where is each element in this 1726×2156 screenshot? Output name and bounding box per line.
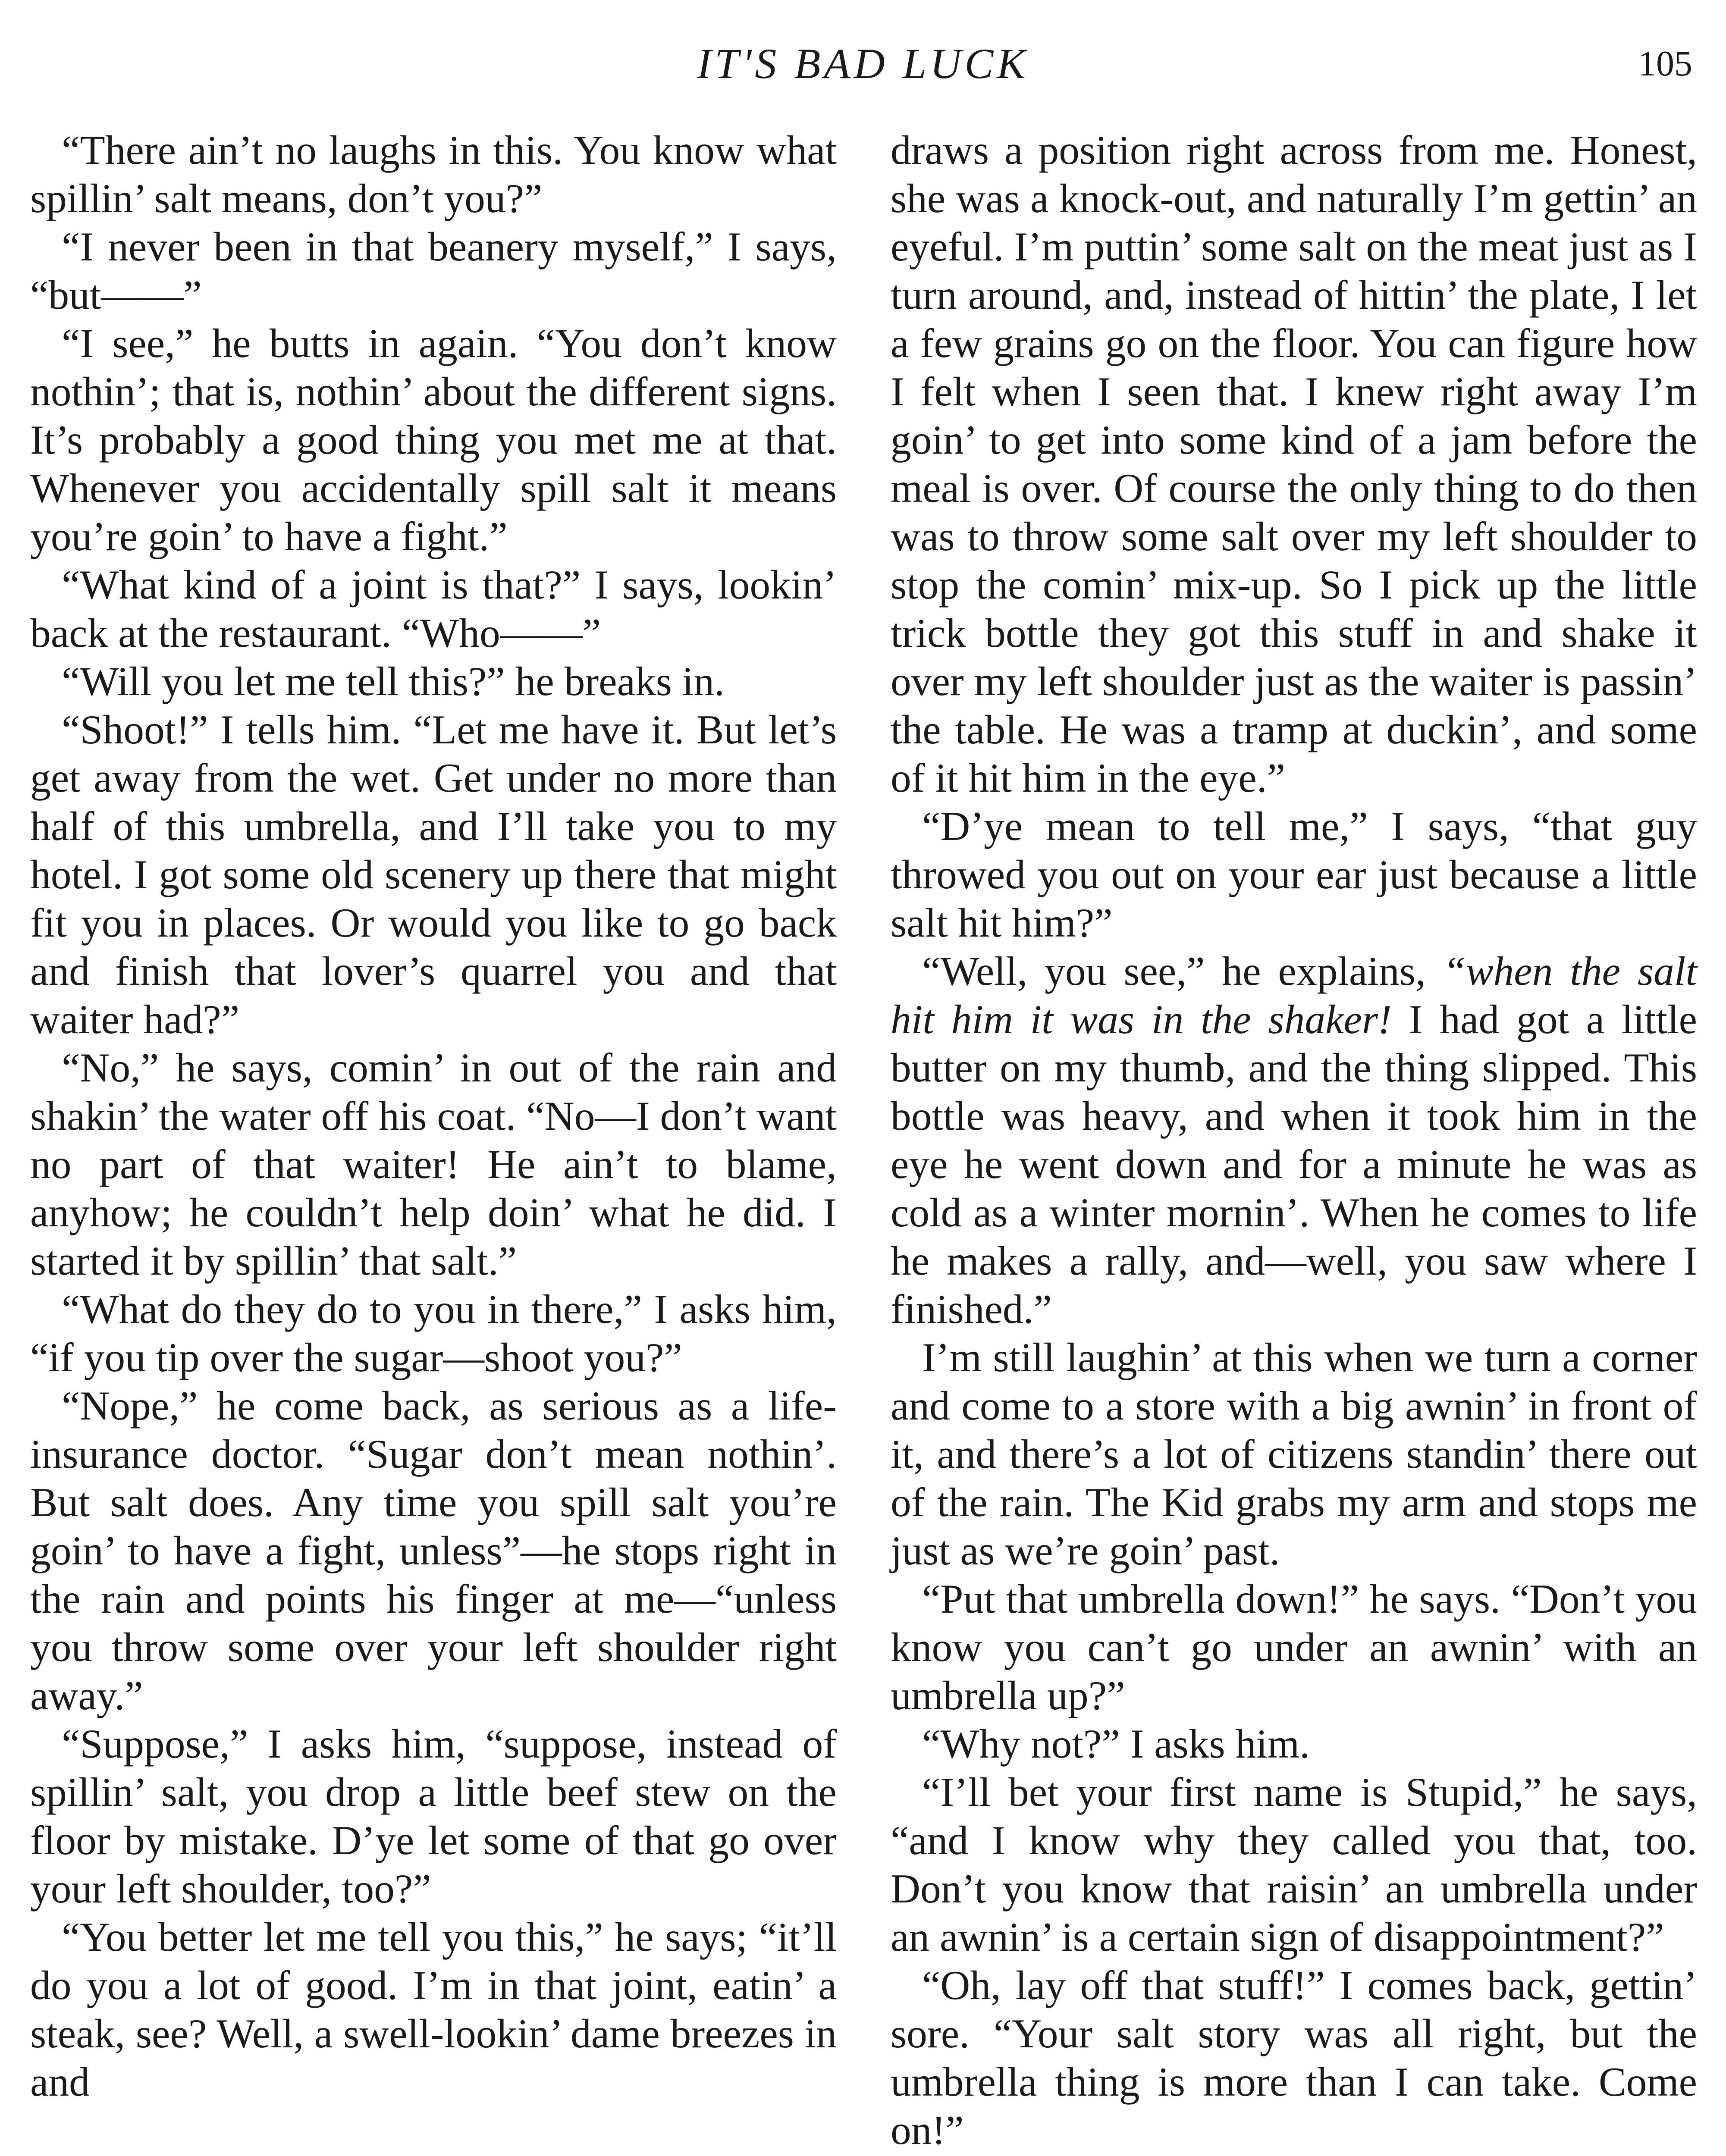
paragraph: “D’ye mean to tell me,” I says, “that guy throwed you out on your ear just because a little salt hit him?” <box>891 803 1697 946</box>
paragraph: “There ain’t no laughs in this. You know what spillin’ salt means, don’t you?” <box>30 127 837 221</box>
paragraph: “What kind of a joint is that?” I says, lookin’ back at the restaurant. “Who——” <box>30 562 837 656</box>
paragraph <box>891 2154 1697 2156</box>
paragraph <box>891 947 1697 1333</box>
italic-text-run: “when the salt hit him it was in the shaker! <box>891 948 1697 1042</box>
text-run: “Well, you see,” he explains, <box>922 948 1443 994</box>
paragraph-continued: draws a position right across from me. Honest, she was a knock-out, and naturally I’m gettin’ an eyeful. I’m puttin’ some salt on the meat just as I turn around, and, instead of hittin’ the plate, I let a few grains go on the floor. You can figure how I felt when I seen that. I knew right away I’m goin’ to get into some kind of a jam before the meal is over. Of course the only thing to do then was to throw some salt over my left shoulder to stop the comin’ mix-up. So I pick up the little trick bottle they got this stuff in and shake it over my left shoulder just as the waiter is passin’ the table. He was a tramp at duckin’, and some of it hit him in the eye.” <box>891 127 1697 801</box>
right-column <box>891 126 1697 2156</box>
paragraph: “Will you let me tell this?” he breaks in. <box>62 658 725 704</box>
paragraph: “Oh, lay off that stuff!” I comes back, gettin’ sore. “Your salt story was all right, but the umbrella thing is more than I can take. Come on!” <box>891 1962 1697 2153</box>
paragraph: “Why not?” I asks him. <box>922 1721 1310 1767</box>
paragraph: “I see,” he butts in again. “You don’t know nothin’; that is, nothin’ about the different signs. It’s probably a good thing you met me at that. Whenever you accidentally spill salt it means you’re goin’ to have a fight.” <box>30 320 837 559</box>
paragraph: “Put that umbrella down!” he says. “Don’t you know you can’t go under an awnin’ with an umbrella up?” <box>891 1576 1697 1718</box>
paragraph: “No,” he says, comin’ in out of the rain and shakin’ the water off his coat. “No—I don’t want no part of that waiter! He ain’t to blame, anyhow; he couldn’t help doin’ what he did. I started it by spillin’ that salt.” <box>30 1045 837 1284</box>
paragraph: “Suppose,” I asks him, “suppose, instead of spillin’ salt, you drop a little beef stew on the floor by mistake. D’ye let some of that go over your left shoulder, too?” <box>30 1721 837 1912</box>
running-head <box>0 34 1726 94</box>
paragraph: “I never been in that beanery myself,” I says, “but——” <box>30 224 837 318</box>
left-column <box>30 126 837 2106</box>
paragraph: I’m still laughin’ at this when we turn a corner and come to a store with a big awnin’ in front of it, and there’s a lot of citizens standin’ there out of the rain. The Kid grabs my arm and stops me just as we’re goin’ past. <box>891 1335 1697 1573</box>
paragraph: “Shoot!” I tells him. “Let me have it. But let’s get away from the wet. Get under no more than half of this umbrella, and I’ll take you to my hotel. I got some old scenery up there that might fit you in places. Or would you like to go back and finish that lover’s quarrel you and that waiter had?” <box>30 707 837 1042</box>
text-run: I had got a little butter on my thumb, and the thing slipped. This bottle was heavy, and when it took him in the eye he went down and for a minute he was as cold as a winter mornin’. When he comes to life he makes a rally, and—well, you saw where I finished.” <box>891 997 1698 1332</box>
running-title: IT'S BAD LUCK <box>697 40 1029 88</box>
paragraph: “You better let me tell you this,” he says; “it’ll do you a lot of good. I’m in that joint, eatin’ a steak, see? Well, a swell-lookin’ dame breezes in and <box>30 1914 837 2105</box>
page-number: 105 <box>1638 44 1692 84</box>
paragraph: “Nope,” he come back, as serious as a life-insurance doctor. “Sugar don’t mean nothin’. But salt does. Any time you spill salt you’re goin’ to have a fight, unless”—he stops right in the rain and points his finger at me—“unless you throw some over your left shoulder right away.” <box>30 1383 837 1718</box>
paragraph: “What do they do to you in there,” I asks him, “if you tip over the sugar—shoot you?” <box>30 1286 837 1380</box>
paragraph: “I’ll bet your first name is Stupid,” he says, “and I know why they called you that, too. Don’t you know that raisin’ an umbrella under an awnin’ is a certain sign of disappointment?” <box>891 1769 1697 1960</box>
